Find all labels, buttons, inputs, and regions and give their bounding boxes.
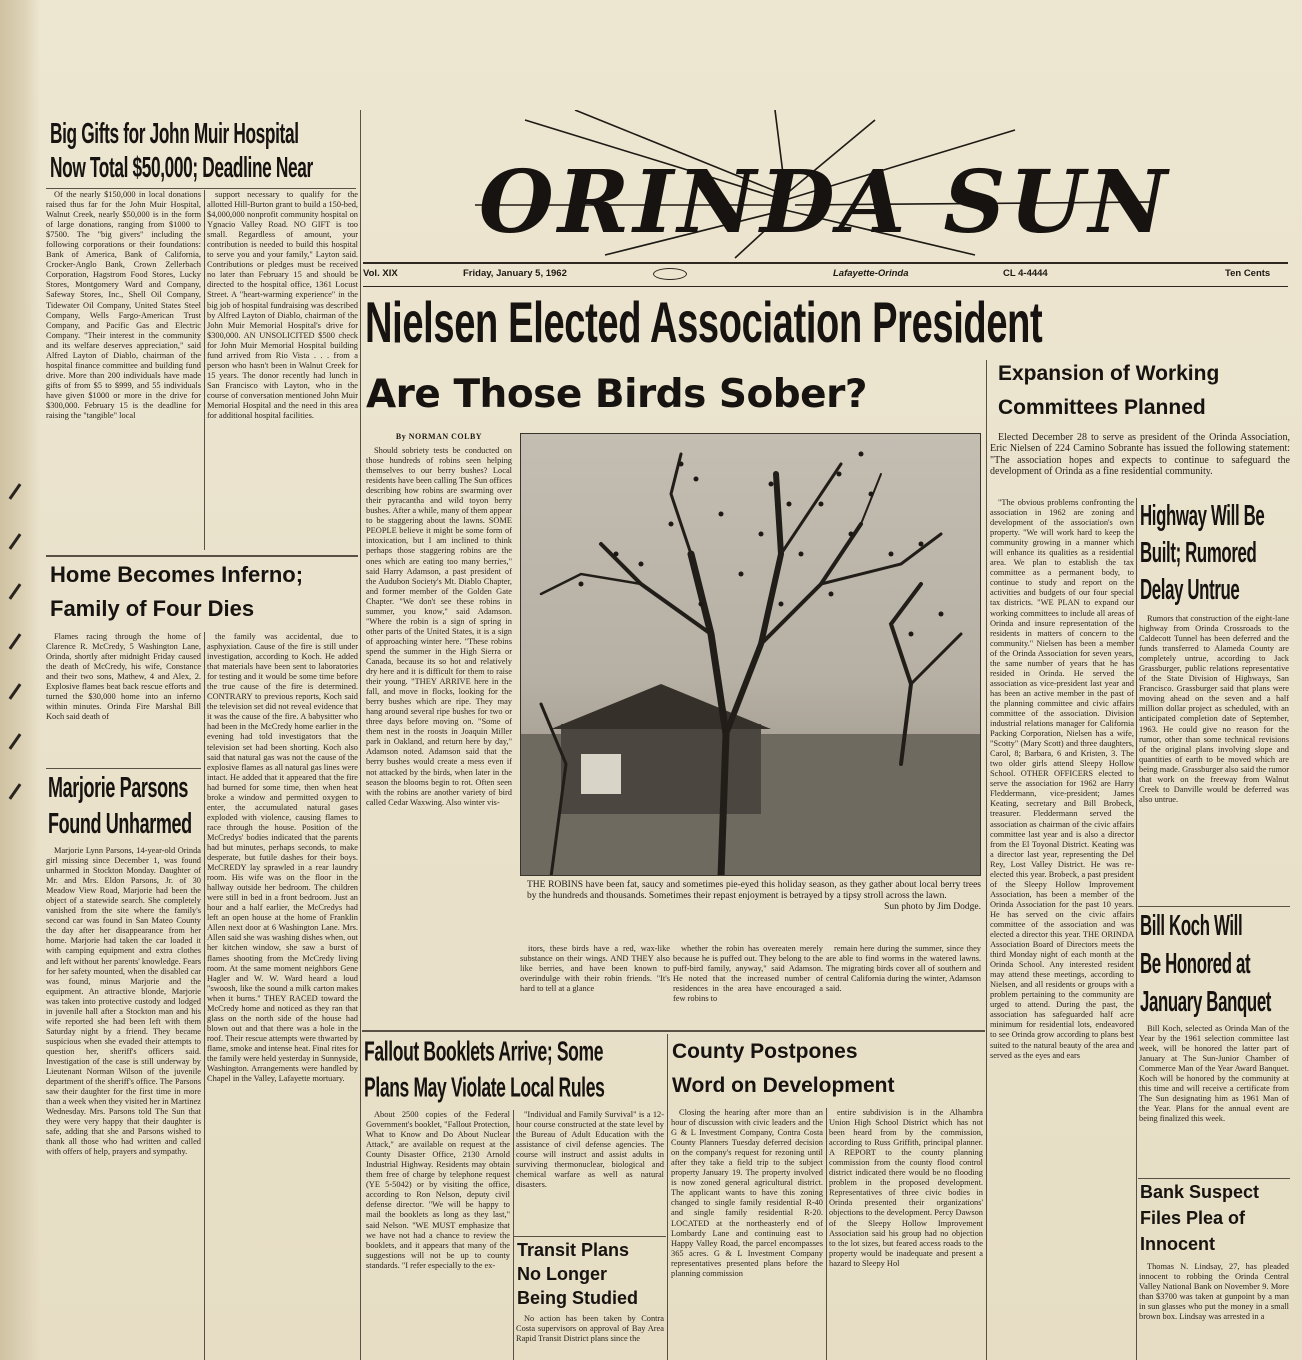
bank-headline-1: Bank Suspect — [1140, 1182, 1260, 1202]
rule — [46, 188, 356, 189]
birds-byline: By NORMAN COLBY — [395, 432, 483, 441]
column-rule — [667, 1034, 668, 1360]
inferno-col-1 — [46, 632, 201, 764]
transit-headline-3: Being Studied — [517, 1288, 638, 1308]
transit-body — [516, 1314, 664, 1360]
expansion-lead — [990, 432, 1290, 496]
birds-cont-3 — [826, 944, 981, 1024]
marjorie-headline-2: Found Unharmed — [48, 808, 192, 840]
story-text: "The obvious problems confronting the association in 1962 are zoning and development of the association's own property. "We will work hard to keep the community growing in a manner which will enhance its qualities as a residential area. We plan to establish the tax committee as a permanent body, to continue to study and report on the activities and budgets of our four special tax districts. "WE PLAN to expand our working committees to include all areas of Orinda and insure representation of the residents in matters of concern to the community." Nielsen has been a member of the Orinda Association for seven years, the same number of years that he has resided in Orinda. He served the association as vice-president last year and has been an active member in the past of the planning committee and civic affairs committee of the association. Division industrial relations manager for California Packing Corporation, Nielsen has a wife, "Scotty" (Mary Scott) and three daughters, Carol, 8; Barbara, 6 and Kristen, 3. The two older girls attend Sleepy Hollow School. OTHER OFFICERS elected to serve the association for 1962 are Harry Fleddermann, vice-president; James Keating, secretary and Bill Brobeck, treasurer. Fleddermann served the association as chairman of the civic affairs committee last year and is also a director from the El Toyonal District. Keating was a director last year, representing the Del Rey, Lost Valley District. He was re-elected this year. Brobeck, a past president of the Sleepy Hollow Improvement Association, has been a member of the Orinda Association for the past 10 years. He has served on the civic affairs committee of the association and was elected a director this year. THE ORINDA Association Board of Directors meets the third Monday night of each month at the Orinda School. Any interested resident may attend these meetings, according to Nielsen, and all residents or groups with a problem pertaining to the community are urged to attend. During the past, the association has safeguarded half acre minimum for residential lots, endeavored to see Orinda grow according to plans best suited to the natural beauty of the area and served as the eyes and ears — [990, 498, 1134, 1060]
column-rule — [986, 360, 987, 1360]
marjorie-body — [46, 846, 201, 1360]
story-text: support necessary to qualify for the allotted Hill-Burton grant to build a 150-bed, $4,000,000 nonprofit community hospital on Ygnacio Valley Road. NO GIFT is too small. Regardless of amount, your contribution is needed to build this hospital to serve you and your family," Layton said. Contributions or pledges must be received no later than February 15 and should be directed to the hospital office, 1361 Locust Street. A "heart-warming experience" in the big job of hospital fundraising was described by Alfred Layton of Diablo, chairman of the John Muir Memorial Hospital's drive for $300,000. AN UNSOLICITED $500 check for John Muir Memorial Hospital building fund arrived from Rio Vista . . . from a person who hasn't been in Walnut Creek for 15 years. The donor recently had lunch in San Francisco with Layton, who in the course of conversation mentioned John Muir Memorial Hospital and the need in this area for additional hospital facilities. — [207, 190, 358, 421]
caption-text: THE ROBINS have been fat, saucy and sometimes pie-eyed this holiday season, as they gather about local berry trees by the hundreds and thousands. Sometimes their repast enjoyment is betrayed by a tipsy stroll across the lawn. — [527, 880, 981, 901]
inferno-headline-1: Home Becomes Inferno; — [50, 562, 304, 587]
john-muir-headline-2: Now Total $50,000; Deadline Near — [50, 152, 313, 184]
story-text: Thomas N. Lindsay, 27, has pleaded innocent to robbing the Orinda Central Valley National Bank on November 9. More than $3700 was taken at gunpoint by a man in sun glasses who put the money in a small brown box. Lindsay was arrested in a — [1139, 1262, 1289, 1322]
marjorie-headline-1: Marjorie Parsons — [48, 772, 189, 804]
photo-credit: Sun photo by Jim Dodge. — [884, 902, 981, 912]
bank-headline-3: Innocent — [1140, 1234, 1215, 1254]
john-muir-col-1 — [46, 190, 201, 550]
koch-headline-1: Bill Koch Will — [1140, 910, 1243, 943]
county-col-2 — [829, 1108, 983, 1360]
highway-headline-3: Delay Untrue — [1140, 574, 1240, 607]
robins-photo — [520, 433, 981, 876]
john-muir-headline-1: Big Gifts for John Muir Hospital — [50, 118, 299, 150]
place: Lafayette-Orinda — [833, 268, 909, 279]
expansion-headline-1: Expansion of Working — [998, 362, 1220, 385]
column-rule — [1136, 498, 1137, 1360]
rule — [46, 555, 358, 557]
fallout-headline-2: Plans May Violate Local Rules — [364, 1072, 605, 1104]
masthead-rule-bottom — [363, 286, 1288, 287]
column-rule — [513, 1110, 514, 1360]
transit-headline-1: Transit Plans — [517, 1240, 630, 1260]
birds-headline: Are Those Birds Sober? — [366, 372, 867, 417]
rule — [46, 768, 201, 769]
story-text: Rumors that construction of the eight-lane highway from Orinda Crossroads to the Caldecott Tunnel has been deferred and the funds transferred to Alameda County are completely untrue, according to Jack Grassburger, public relations representative of the State Division of Highways, San Francisco. Grassburger said that plans were moving ahead on the seven and a half million dollar project as scheduled, with an anticipated completion date of September, 1963. He could give no reason for the rumor, other than some technical revisions of the original plans involving slope and quantities of earth to be moved which are being made. Grassburger also said the rumor that work on the freeway from Walnut Creek to Danville would be deferred was also untrue. — [1139, 614, 1289, 804]
story-text: Closing the hearing after more than an hour of discussion with civic leaders and the G & L Investment Company, Contra Costa County Planners Tuesday deferred decision on the company's request for rezoning until after they take a field trip to the subject property January 19. The property involved is now zoned general agricultural district. The applicant wants to have this zoning changed to single family residential R-40 and single family residential R-20. LOCATED at the northeasterly end of Lombardy Lane and continuing east to Happy Valley Road, the parcel encompasses 365 acres. G & L Investment Company representatives presented plans before the planning commission — [671, 1108, 823, 1278]
masthead-title: ORINDA SUN — [478, 152, 1172, 253]
story-text: No action has been taken by Contra Costa supervisors on approval of Bay Area Rapid Transit District plans since the — [516, 1314, 664, 1344]
highway-headline-1: Highway Will Be — [1140, 500, 1265, 533]
fallout-col-1 — [366, 1110, 510, 1360]
tree-illustration — [521, 434, 981, 876]
price: Ten Cents — [1225, 268, 1271, 279]
masthead-logo — [455, 110, 1195, 260]
story-text: "Individual and Family Survival" is a 12-hour course constructed at the state level by the Bureau of Adult Education with the assistance of civil defense agencies. The course will instruct and assist adults in surviving thermonuclear, biological and chemical warfare as well as natural disasters. — [516, 1110, 664, 1190]
story-text: About 2500 copies of the Federal Government's booklet, "Fallout Protection, What to Know and Do About Nuclear Attack," are available on request at the County Disaster Office, 2130 Arnold Industrial Highway. Residents may obtain them free of charge by telephone request (YE 5-5042) or by visiting the office, according to Ron Nelson, deputy civil defense director. "We will be happy to mail the booklets as long as they last," said Nelson. "WE MUST emphasize that we have not had a chance to review the booklets, and it appears that many of the suggestions will not be up to county standards. "I refer especially to the ex- — [366, 1110, 510, 1270]
rule — [362, 1030, 985, 1032]
birds-col-1 — [366, 446, 512, 1024]
column-rule — [360, 110, 361, 1360]
binding-marks — [2, 470, 28, 810]
column-rule — [826, 1108, 827, 1360]
story-text: Bill Koch, selected as Orinda Man of the Year by the 1961 selection committee last week, will be honored the latter part of January at The Sun-Junior Chamber of Commerce Man of the Year Award Banquet. Koch will be honored by the community at this time and will receive a certificate from The Sun designating him as 1961 Man of the Year. Plans for the annual event are being finalized this week. — [1139, 1024, 1289, 1124]
story-text: whether the robin has overeaten merely because he is puffed out. They belong to the puff-bird family, anyway," said Adamson. He noted that the increased number of residences in the area have encouraged a few robins to — [673, 944, 823, 1004]
inferno-headline-2: Family of Four Dies — [50, 596, 255, 621]
county-headline-2: Word on Development — [672, 1074, 895, 1097]
koch-body — [1139, 1024, 1289, 1174]
photo-caption — [527, 880, 981, 913]
fallout-headline-1: Fallout Booklets Arrive; Some — [364, 1036, 604, 1068]
highway-body — [1139, 614, 1289, 904]
story-text: Flames racing through the home of Clarence R. McCredy, 5 Washington Lane, Orinda, shortly after midnight Friday caused the death of McCredy, his wife, Constance and their two sons, Mathew, 4 and Alex, 2. Explosive flames beat back rescue efforts and turned the $30,000 home into an inferno within minutes. Orinda Fire Marshal Bill Koch said death of — [46, 632, 201, 722]
story-text: remain here during the summer, since they are able to find worms in the watered lawns. The migrating birds cover all of southern and central California during the winter, Adamson said. — [826, 944, 981, 994]
story-text: Marjorie Lynn Parsons, 14-year-old Orinda girl missing since December 1, was found unharmed in Stockton Monday. Daughter of Mr. and Mrs. Eldon Parsons, Jr. of 30 Meadow View Road, Marjorie had been the object of a statewide search. She completely vanished from the site where the family's second car was found in San Mateo County the day after her disappearance from her home. Marjorie had taken the car loaded it with camping equipment and extra clothes and left without her parents' knowledge. Fears for her safety mounted, when the disabled car was found, minus Marjorie and the equipment. An attractive blonde, Marjorie was taken into protective custody and lodged in juvenile hall after a Stockton man and his wife reported she had been left with them Saturday night by a friend. They became suspicious when she evaded their attempts to question her, sheriff's officers said. Investigation of the case is still underway by Lieutenant Norman Wilson of the juvenile department of the sheriff's office. The Parsons saw their daughter for the first time in more than a week when they visited her in Martinez Wednesday. Mrs. Parsons told The Sun that they were very happy that their daughter is safe, adding that she and Parsons wished to thank all those who had written and called with offers of help, prayers and sympathy. — [46, 846, 201, 1157]
story-text: entire subdivision is in the Alhambra Union High School District which has not been heard from by the commission, according to Russ Griffith, principal planner. A REPORT to the county planning commission from the county flood control district indicated there would be no flooding problem in the proposed development. Representatives of three civic bodies in Orinda presented their organizations' objections to the development. Percy Dawson of the Sleepy Hollow Improvement Association said his group had no objection to the lot sizes, but feared access roads to the property would be inadequate and present a hazard to Sleepy Hol — [829, 1108, 983, 1268]
phone: CL 4-4444 — [1003, 268, 1048, 279]
volume: Vol. XIX — [363, 268, 398, 279]
column-rule — [204, 190, 205, 550]
transit-headline-2: No Longer — [517, 1264, 607, 1284]
column-rule — [204, 632, 205, 1360]
bank-headline-2: Files Plea of — [1140, 1208, 1246, 1228]
dateline — [363, 264, 1288, 286]
expansion-headline-2: Committees Planned — [998, 396, 1206, 419]
birds-cont-2 — [673, 944, 823, 1024]
rule — [1138, 1178, 1290, 1179]
fallout-col-2 — [516, 1110, 664, 1234]
county-headline-1: County Postpones — [672, 1040, 858, 1063]
county-col-1 — [671, 1108, 823, 1360]
koch-headline-2: Be Honored at — [1140, 948, 1251, 981]
inferno-col-2 — [207, 632, 358, 1360]
story-text: Elected December 28 to serve as president of the Orinda Association, Eric Nielsen of 224 Camino Sobrante has issued the following statement: "The association hopes and expects to continue to safeguard the development of Orinda as a fine residential community. — [990, 432, 1290, 477]
koch-headline-3: January Banquet — [1140, 986, 1272, 1019]
union-bug-icon — [653, 268, 687, 280]
bank-body — [1139, 1262, 1289, 1360]
rule — [1138, 906, 1290, 907]
highway-headline-2: Built; Rumored — [1140, 537, 1257, 570]
john-muir-col-2 — [207, 190, 358, 550]
story-text: the family was accidental, due to asphyxiation. Cause of the fire is still under investigation, according to Koch. He added that materials have been sent to laboratories for testing and it would be some time before the true cause of the fire is determined. CONTRARY to previous reports, Koch said the television set did not reveal evidence that it was the cause of the fire. A babysitter who had been in the McCredy home earlier in the evening had told investigators that the television set had been shorting. Koch also said that natural gas was not the cause of the explosive flames as all natural gas lines were intact. He added that it appeared that the fire had burned for some time, then when heat broke a window and permitted oxygen to enter, the accumulated natural gases exploded with violence, causing flames to race through the house. Position of the McCredys' bodies indicated that the parents had but minutes, perhaps seconds, to make desperate, but futile dashes for their boys. McCREDY lay sprawled in a rear laundry room. His wife was on the floor in the hallway outside her bedroom. The children were still in bed in a front bedroom. Just an hour and a half earlier, the McCredys had left an open house at the home of Franklin Allen next door at 6 Washington Lane. Mrs. Allen said she was washing dishes when, out her kitchen window, she saw a burst of flames shooting from the McCredy living room. At the same moment neighbors Gene Hagler and W. W. Ward heard a loud "swoosh, like the sound a milk carton makes when it burns." THEY RACED toward the McCredy home and noticed as they ran that glass on the north side of the house had blown out and that there was a hole in the roof. Their rescue attempts were thwarted by flame, smoke and intense heat. Final rites for the family were held yesterday in Sunnyside, Washington. Arrangements were handled by Chapel in the Valley, Lafayette mortuary. — [207, 632, 358, 1084]
banner-headline: Nielsen Elected Association President — [365, 291, 1043, 355]
birds-cont-1 — [520, 944, 670, 1024]
rule — [514, 1236, 666, 1237]
story-text: Should sobriety tests be conducted on those hundreds of robins seen helping themselves to our berry bushes? Local residents have been calling The Sun offices describing how robins are swarming over their pyracantha and wild toyon berry bushes. After a while, many of them appear to be staggering about the lawns. SOME PEOPLE believe it might be some form of intoxication, but I am inclined to think perhaps those staggering robins are the ones which are eating too many berries," said Harry Adamson, a past president of the Audubon Society's Mt. Diablo Chapter, and former member of the Golden Gate Chapter. "We don't see these robins in summer, you know," said Adamson. "Where the robin is a sign of spring in other parts of the United States, it is a sign of approaching winter here. "These robins spend the summer in the High Sierra or Canada, because its so hot and relatively dry here and it is difficult for them to raise their young. "THEY ARRIVE here in the fall, and move in flocks, looking for the berry bushes which are ripe. They may hang around several ripe bushes for two or three days before moving on. "Some of them nest in the roosts in Joaquin Miller park in Oakland, and return here by day," Adamson noted. Adamson said that the berry bushes would create a mess even if not attacked by the birds, when later in the season the blooms begin to rot. Often seen with the robins are another variety of bird called Cedar Waxwing. Also winter vis- — [366, 446, 512, 807]
story-text: Of the nearly $150,000 in local donations raised thus far for the John Muir Hospital, Walnut Creek, nearly $50,000 is in the form of large donations, ranging from $1000 to $7500. The "big givers" including the following corporations or their foundations: Bank of America, Bank of California, Crocker-Anglo Bank, Crown Zellerbach Corporation, Hagstrom Food Stores, Lucky Stores, Montgomery Ward and Company, Safeway Stores, Inc., Shell Oil Company, Tidewater Oil Company, United States Steel Company, Wells Fargo-American Trust Company, and Pacific Gas and Electric Company. "Their interest in the community and its welfare deserves appreciation," said Alfred Layton of Diablo, chairman of the hospital finance committee and building fund drive. More than 200 individuals have made gifts of from $5 to $999, and 55 individuals have given $1000 or more in the drive for $300,000. February 15 is the deadline for raising the "tangible" local — [46, 190, 201, 421]
story-text: itors, these birds have a red, wax-like substance on their wings. AND THEY also like berries, and have been known to overindulge with their robin friends. "It's hard to tell at a glance — [520, 944, 670, 994]
expansion-col-1 — [990, 498, 1134, 1360]
issue-date: Friday, January 5, 1962 — [463, 268, 567, 279]
